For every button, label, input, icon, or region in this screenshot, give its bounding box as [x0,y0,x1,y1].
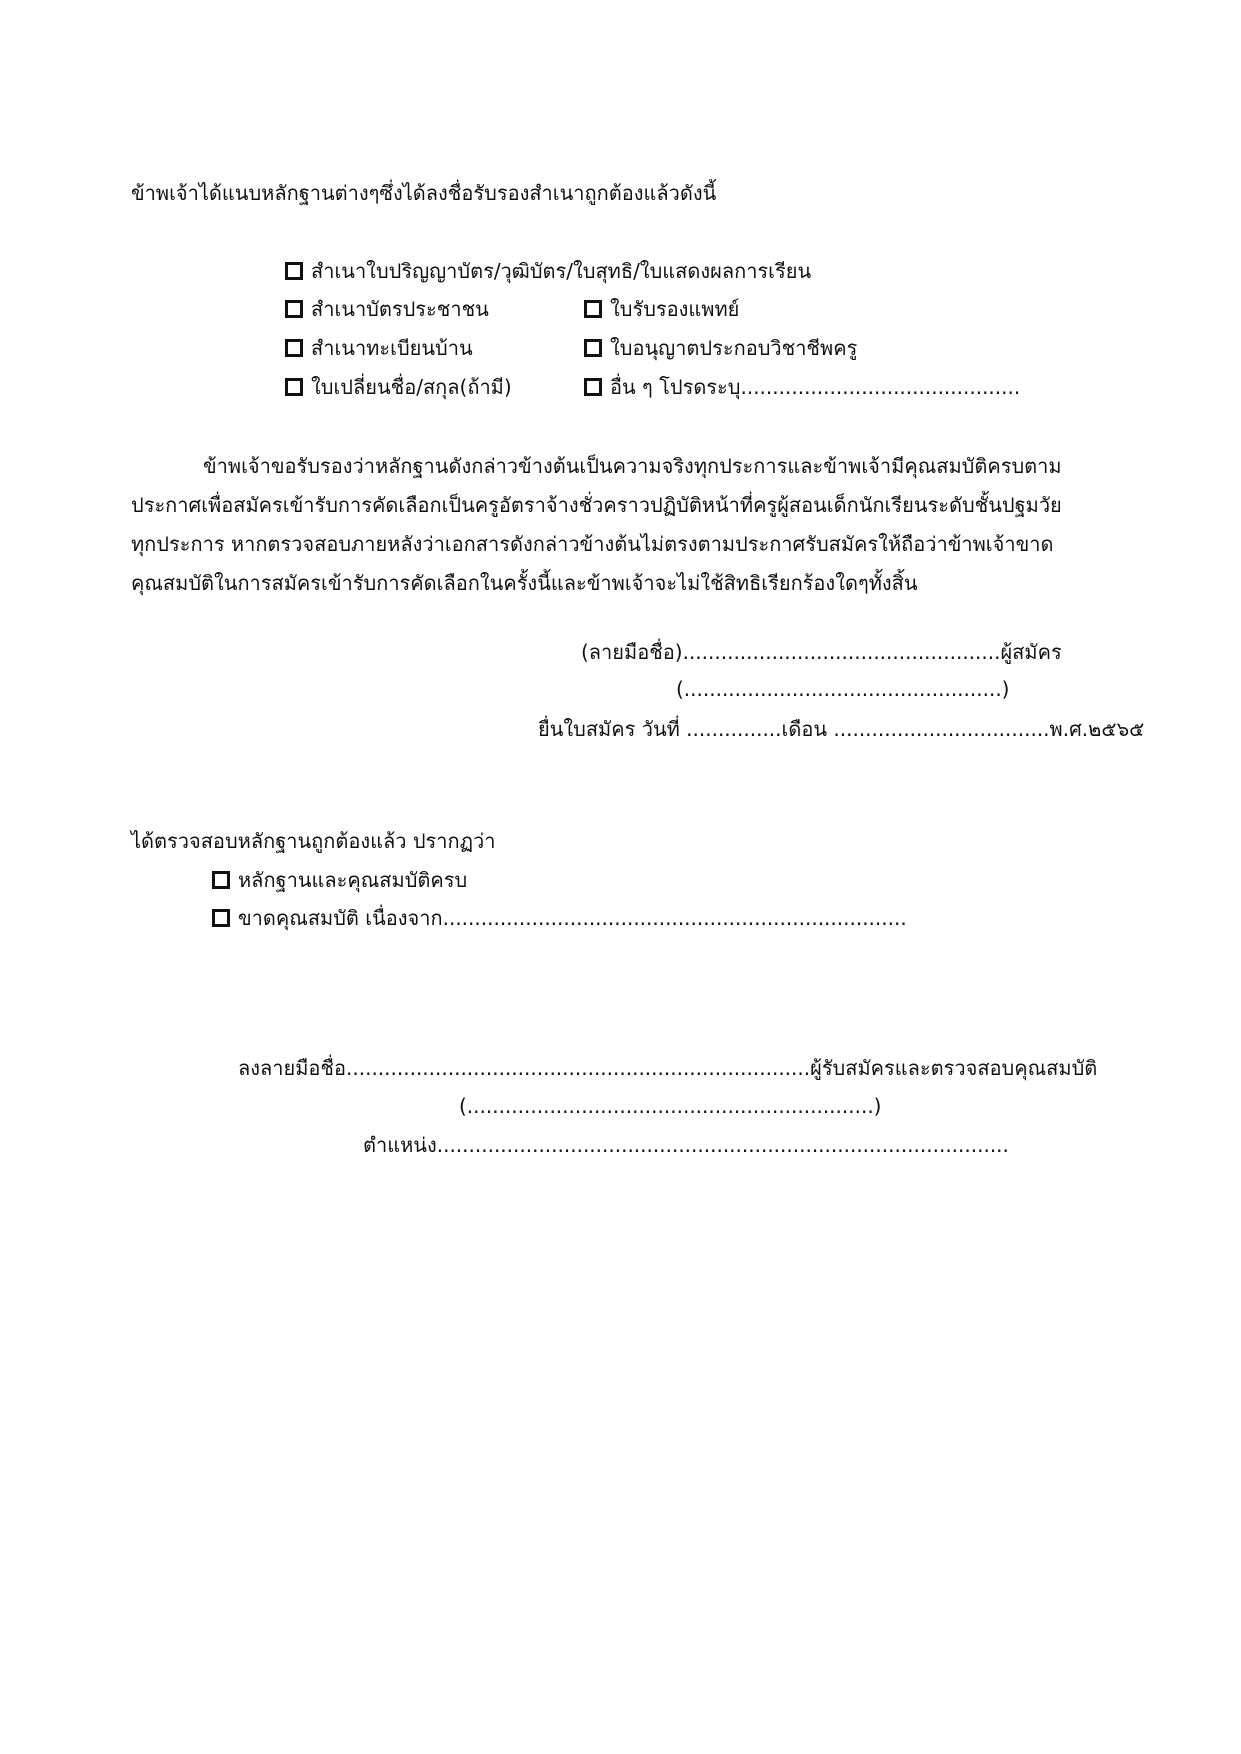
checkbox-icon[interactable] [212,871,230,889]
officer-position-line: ตำแหน่ง.......................................................................................... [363,1133,1009,1157]
checkbox-icon[interactable] [285,262,303,280]
doc-name-change-label: ใบเปลี่ยนชื่อ/สกุล(ถ้ามี) [311,375,512,399]
checkbox-icon[interactable] [584,378,602,396]
checkbox-icon[interactable] [212,909,230,927]
declaration-line-3: ทุกประการ หากตรวจสอบภายหลังว่าเอกสารดังกล่าวข้างต้นไม่ตรงตามประกาศรับสมัครให้ถือว่าข้าพเจ้าขาด [131,532,1054,556]
verify-lacking[interactable] [212,906,907,930]
officer-sign-line: ลงลายมือชื่อ.........................................................................ผู้รับสมัครและตรวจสอบคุณสมบัติ [238,1056,1098,1080]
declaration-line-1: ข้าพเจ้าขอรับรองว่าหลักฐานดังกล่าวข้างต้นเป็นความจริงทุกประการและข้าพเจ้ามีคุณสมบัติครบตาม [203,454,1062,478]
checkbox-icon[interactable] [584,339,602,357]
doc-medical-label: ใบรับรองแพทย์ [610,297,740,321]
checkbox-icon[interactable] [285,339,303,357]
doc-house-reg[interactable] [285,336,473,360]
applicant-date-line: ยื่นใบสมัคร วันที่ ...............เดือน ..................................พ.ศ.๒๕๖๕ [538,717,1145,741]
doc-id-card-label: สำเนาบัตรประชาชน [311,297,489,321]
officer-name-line: (................................................................) [459,1094,882,1118]
verify-lacking-label: ขาดคุณสมบัติ เนื่องจาก......................................................................... [238,906,907,930]
doc-degree[interactable] [285,259,811,283]
doc-other[interactable] [584,375,1020,399]
checkbox-icon[interactable] [584,300,602,318]
checkbox-icon[interactable] [285,300,303,318]
doc-house-reg-label: สำเนาทะเบียนบ้าน [311,336,473,360]
doc-teaching-license[interactable] [584,336,857,360]
verify-complete-label: หลักฐานและคุณสมบัติครบ [238,868,468,892]
applicant-sign-line: (ลายมือชื่อ)..................................................ผู้สมัคร [581,640,1062,664]
verification-heading: ได้ตรวจสอบหลักฐานถูกต้องแล้ว ปรากฏว่า [131,829,496,853]
intro-text: ข้าพเจ้าได้แนบหลักฐานต่างๆซึ่งได้ลงชื่อรับรองสำเนาถูกต้องแล้วดังนี้ [131,181,717,205]
declaration-line-2: ประกาศเพื่อสมัครเข้ารับการคัดเลือกเป็นครูอัตราจ้างชั่วคราวปฏิบัติหน้าที่ครูผู้สอนเด็กนักเรียนระดับชั้นปฐมวัย [131,493,1062,517]
declaration-line-4: คุณสมบัติในการสมัครเข้ารับการคัดเลือกในครั้งนี้และข้าพเจ้าจะไม่ใช้สิทธิเรียกร้องใดๆทั้งสิ้น [131,571,918,595]
doc-degree-label: สำเนาใบปริญญาบัตร/วุฒิบัตร/ใบสุทธิ/ใบแสดงผลการเรียน [311,259,812,283]
doc-name-change[interactable] [285,375,512,399]
doc-other-label: อื่น ๆ โปรดระบุ............................................ [610,375,1021,399]
verify-complete[interactable] [212,868,467,892]
checkbox-icon[interactable] [285,378,303,396]
declaration-paragraph [131,447,1091,603]
doc-teaching-license-label: ใบอนุญาตประกอบวิชาชีพครู [610,336,858,360]
doc-medical[interactable] [584,297,739,321]
applicant-name-line: (..................................................) [676,677,1010,701]
doc-id-card[interactable] [285,297,489,321]
